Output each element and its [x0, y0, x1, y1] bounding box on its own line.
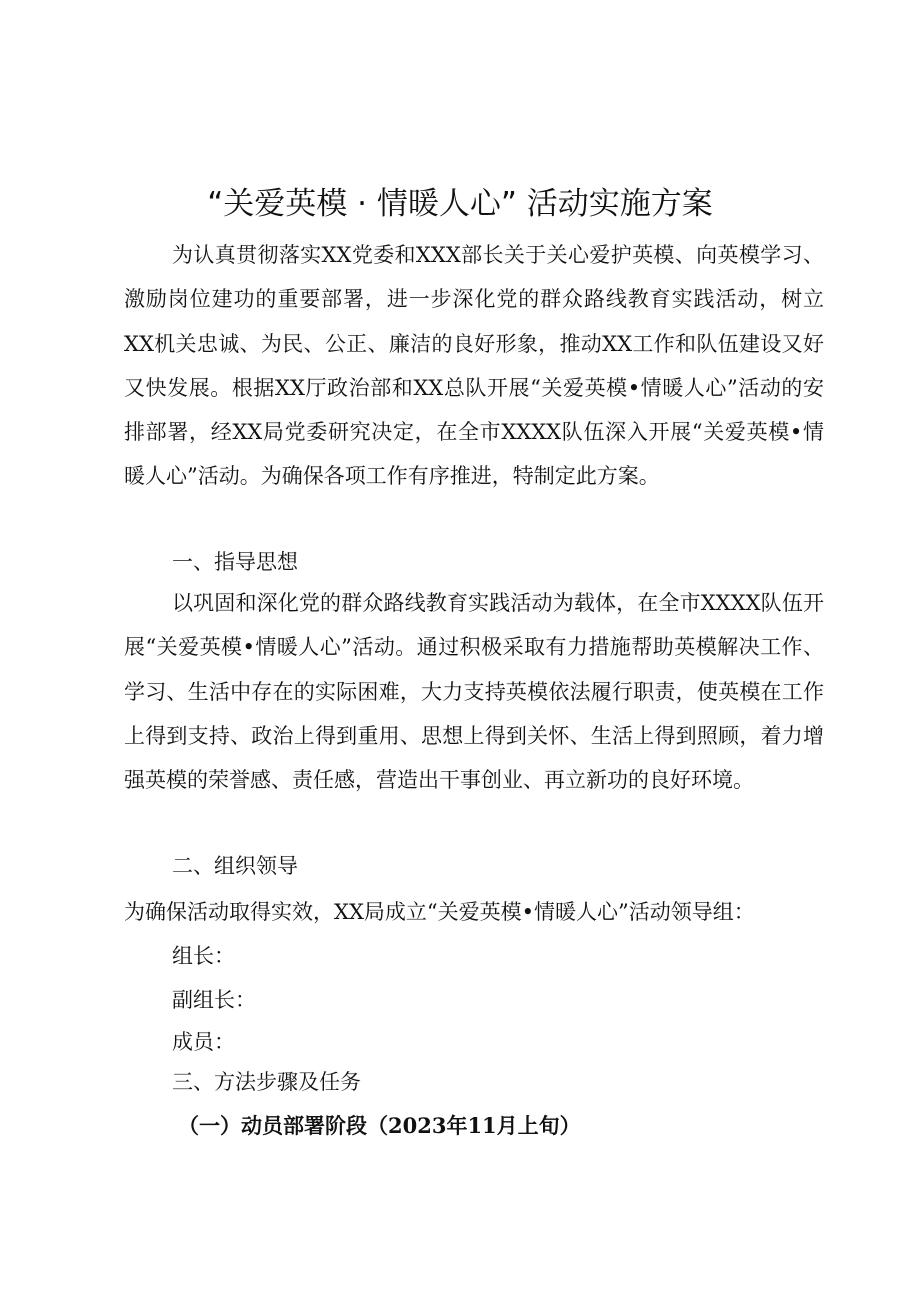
phase1-subheading: （一）动员部署阶段（2023年11月上旬） [178, 1113, 581, 1138]
section1-block [124, 581, 824, 802]
leader-label: 组长： [172, 944, 235, 968]
intro-paragraph: 为认真贯彻落实XX党委和XXX部长关于关心爱护英模、向英模学习、激励岗位建功的重要部署，进一步深化党的群众路线教育实践活动，树立XX机关忠诚、为民、公正、廉洁的良好形象，推动XX工作和队伍建设又好又快发展。根据XX厅政治部和XX总队开展“关爱英模•情暖人心”活动的安排部署，经XX局党委研究决定，在全市XXXX队伍深入开展“关爱英模•情暖人心”活动。为确保各项工作有序推进，特制定此方案。 [124, 243, 824, 489]
members-label: 成员： [172, 1030, 235, 1054]
section1-heading: 一、指导思想 [172, 550, 298, 574]
document-title: “关爱英模 · 情暖人心” 活动实施方案 [207, 186, 713, 222]
section2-paragraph: 为确保活动取得实效，XX局成立“关爱英模•情暖人心”活动领导组： [124, 900, 755, 924]
deputy-leader-label: 副组长： [172, 988, 256, 1012]
section3-heading: 三、方法步骤及任务 [172, 1070, 361, 1094]
section2-heading: 二、组织领导 [172, 854, 298, 878]
section1-paragraph: 以巩固和深化党的群众路线教育实践活动为载体，在全市XXXX队伍开展“关爱英模•情暖人心”活动。通过积极采取有力措施帮助英模解决工作、学习、生活中存在的实际困难，大力支持英模依法履行职责，使英模在工作上得到支持、政治上得到重用、思想上得到关怀、生活上得到照顾，着力增强英模的荣誉感、责任感，营造出干事创业、再立新功的良好环境。 [124, 591, 824, 793]
intro-block [124, 233, 824, 499]
